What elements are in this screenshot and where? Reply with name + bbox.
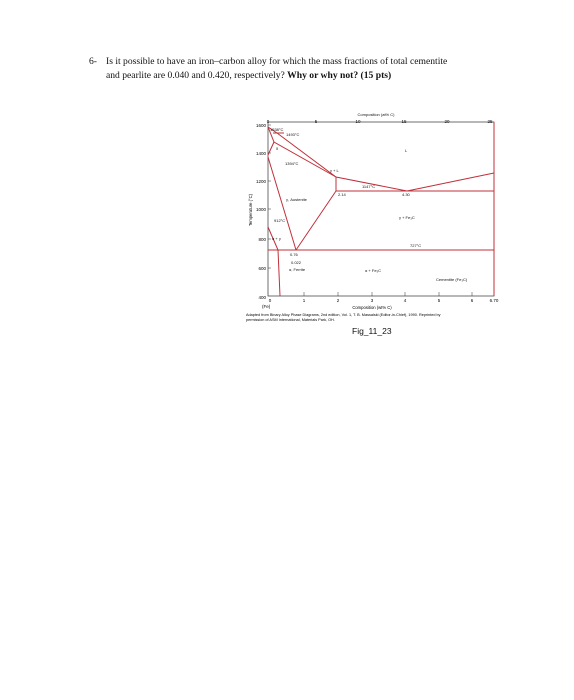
label-1394: 1394°C — [285, 161, 299, 166]
top-tick-25: 25 — [487, 119, 493, 124]
left-tick-600: 600 — [258, 266, 266, 271]
bottom-tick-3: 3 — [370, 298, 374, 303]
top-axis-label: Composition (at% C) — [357, 112, 395, 117]
label-0-022: 0.022 — [291, 260, 302, 265]
label-gamma-plus-l: γ + L — [330, 168, 339, 173]
question-number: 6- — [89, 56, 97, 67]
left-tick-800: 800 — [258, 237, 266, 242]
left-axis-label: Temperature (°C) — [248, 193, 253, 227]
left-tick-marks — [268, 125, 271, 268]
left-tick-1400: 1400 — [255, 151, 266, 156]
bottom-tick-6-70: 6.70 — [489, 298, 499, 303]
label-gamma-cementite: γ + Fe₃C — [399, 215, 415, 220]
label-ferrite: α, Ferrite — [289, 267, 306, 272]
bottom-tick-2: 2 — [336, 298, 340, 303]
label-cementite: Cementite (Fe₃C) — [436, 277, 468, 282]
top-tick-0: 0 — [266, 119, 270, 124]
label-727: 727°C — [410, 243, 422, 248]
label-austenite: γ, Austenite — [286, 197, 307, 202]
left-tick-400: 400 — [258, 295, 266, 300]
top-axis-ticks — [267, 119, 493, 124]
bottom-axis-ticks — [269, 298, 499, 303]
label-1493: 1493°C — [286, 132, 300, 137]
question-text-line2-start: and pearlite are 0.040 and 0.420, respectively? — [106, 70, 285, 81]
figure-caption: Fig_11_23 — [352, 326, 392, 336]
label-1147: 1147°C — [362, 184, 376, 189]
attribution-line1: Adapted from Binary Alloy Phase Diagrams, 2nd edition, Vol. 1, T. B. Massalski (Editor-in-Chief), 1990. Reprinted by — [246, 313, 441, 317]
top-tick-10: 10 — [355, 119, 361, 124]
label-0-76: 0.76 — [290, 252, 298, 257]
bottom-tick-6: 6 — [470, 298, 474, 303]
cementite-liquidus-line — [407, 173, 494, 191]
label-liquid: L — [405, 148, 408, 153]
ferrite-solvus-line — [278, 250, 280, 296]
question-points: Why or why not? (15 pts) — [287, 70, 392, 81]
label-delta: δ — [276, 146, 279, 151]
left-tick-1200: 1200 — [255, 179, 266, 184]
label-alpha-gamma: α + γ — [272, 236, 281, 241]
label-1538: 1538°C — [270, 127, 284, 132]
left-tick-1000: 1000 — [255, 207, 266, 212]
bottom-tick-5: 5 — [437, 298, 441, 303]
bottom-tick-0: 0 — [268, 298, 272, 303]
label-2-14: 2.14 — [338, 192, 346, 197]
attribution-line2: permission of ASM International, Materials Park, OH. — [246, 318, 335, 322]
bottom-axis-label: Composition (wt% C) — [352, 305, 392, 310]
top-tick-15: 15 — [401, 119, 407, 124]
left-tick-1600: 1600 — [255, 123, 266, 128]
top-tick-20: 20 — [444, 119, 450, 124]
label-alpha-cementite: α + Fe₃C — [365, 268, 382, 273]
top-tick-5: 5 — [314, 119, 318, 124]
label-4-30: 4.30 — [402, 192, 410, 197]
bottom-tick-marks — [304, 292, 472, 296]
bottom-tick-4: 4 — [403, 298, 407, 303]
panel-label: (Fe) — [262, 304, 271, 309]
question-text-line1: Is it possible to have an iron–carbon alloy for which the mass fractions of total cementite — [106, 56, 448, 67]
left-axis-ticks — [256, 123, 267, 300]
bottom-tick-1: 1 — [302, 298, 306, 303]
label-912: 912°C — [274, 218, 286, 223]
